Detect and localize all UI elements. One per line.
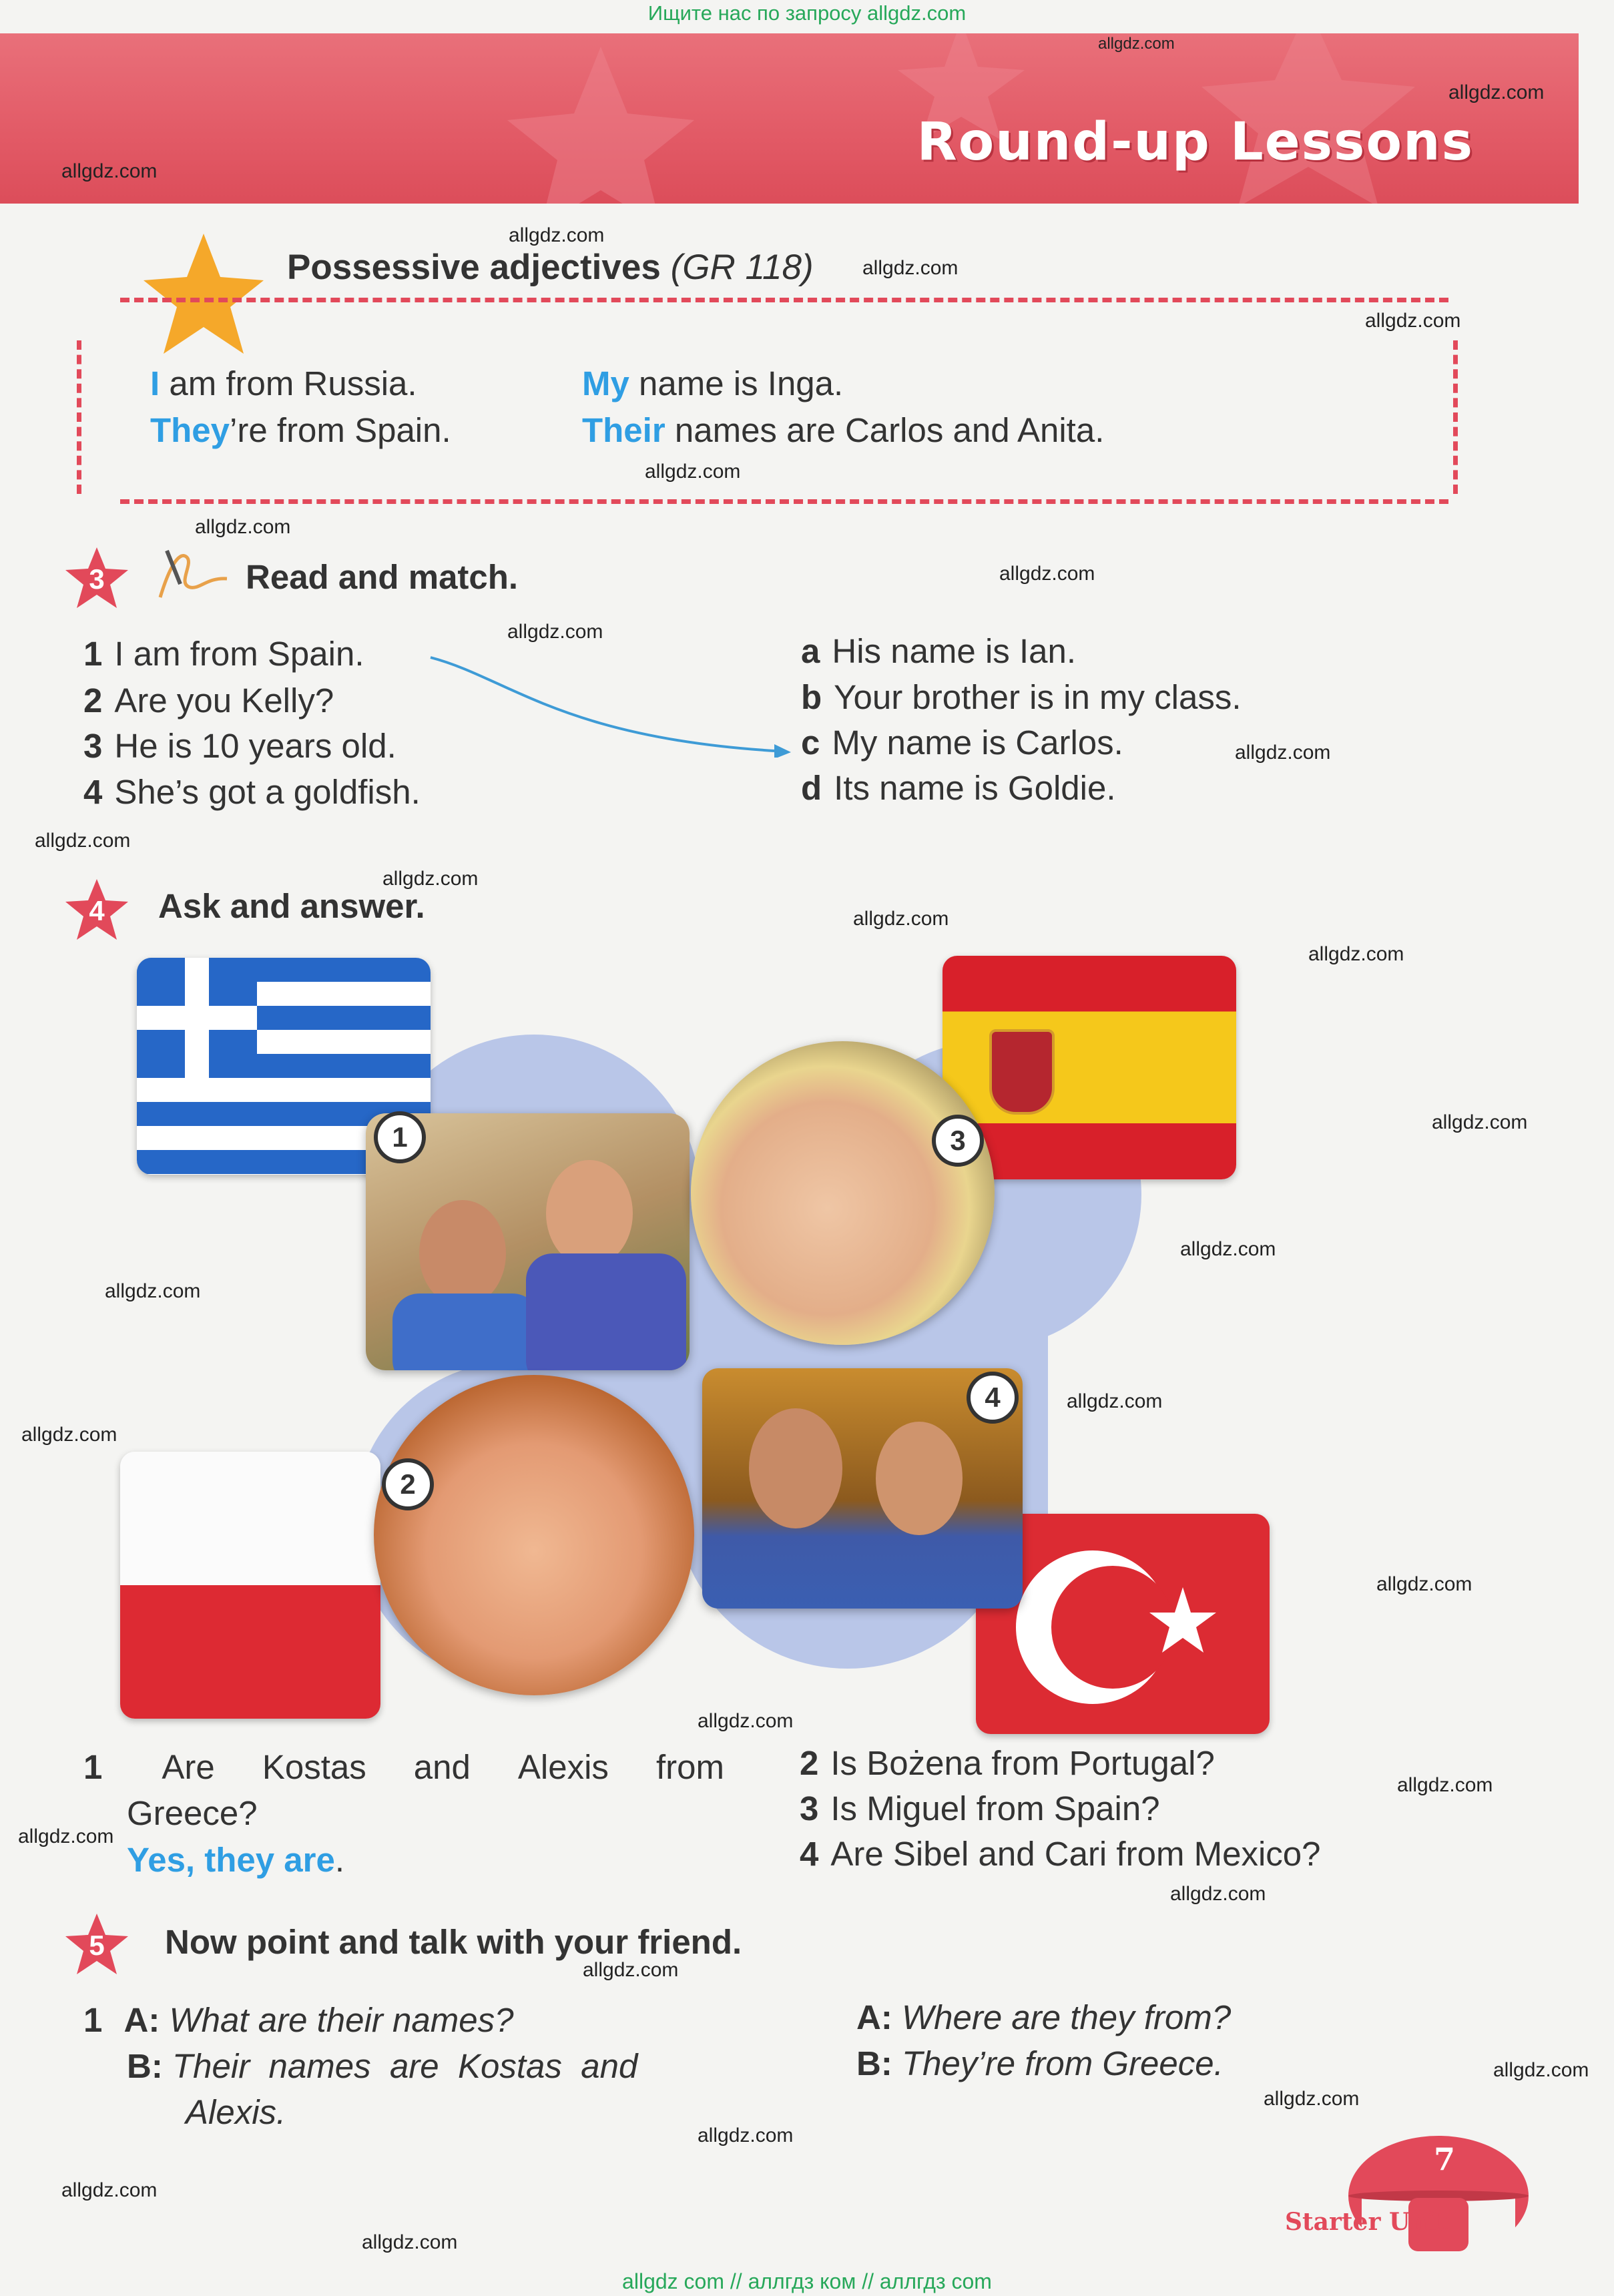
photo-girl <box>374 1375 694 1695</box>
exercise-5-title: Now point and talk with your friend. <box>165 1923 742 1961</box>
dialogue-line: A: Where are they from? <box>856 1998 1232 2036</box>
question-item: 4 Are Sibel and Cari from Mexico? <box>800 1835 1321 1873</box>
grammar-reference: (GR 118) <box>670 248 814 287</box>
watermark: allgdz.com <box>18 1825 114 1847</box>
watermark: allgdz.com <box>1170 1883 1266 1905</box>
page-number: 7 <box>1434 2141 1456 2177</box>
watermark: allgdz.com <box>382 868 479 890</box>
exercise-number-badge: 3 <box>65 546 129 610</box>
question-item: 3 Is Miguel from Spain? <box>800 1789 1160 1827</box>
watermark: allgdz.com <box>1432 1111 1528 1133</box>
watermark: allgdz.com <box>1365 310 1461 332</box>
question-1-line-1: 1 Are Kostas and Alexis from <box>83 1748 724 1786</box>
grammar-box-top-border <box>120 298 1448 302</box>
watermark: allgdz.com <box>583 1959 679 1981</box>
dialogue-line: Alexis. <box>186 2093 286 2131</box>
mushroom-page-icon <box>1275 2132 1529 2256</box>
grammar-example: They’re from Spain. <box>150 411 451 449</box>
footer-links[interactable]: allgdz com // аллгдз ком // аллгдз com <box>622 2269 992 2293</box>
watermark: allgdz.com <box>35 830 131 852</box>
match-right-item: b Your brother is in my class. <box>801 678 1242 716</box>
top-search-link[interactable]: Ищите нас по запросу allgdz.com <box>647 1 967 25</box>
dialogue-line: B: Their names are Kostas and <box>127 2047 638 2085</box>
match-right-item: a His name is Ian. <box>801 632 1077 670</box>
watermark: allgdz.com <box>1397 1774 1493 1796</box>
photo-blond-boy <box>691 1041 995 1345</box>
watermark: allgdz.com <box>1308 943 1404 965</box>
watermark: allgdz.com <box>61 2179 158 2201</box>
grammar-example: I am from Russia. <box>150 364 417 402</box>
watermark: allgdz.com <box>105 1280 201 1302</box>
question-1-answer: Yes, they are. <box>127 1841 345 1879</box>
match-arrow <box>427 651 801 758</box>
photo-number-badge: 1 <box>374 1111 426 1163</box>
coat-of-arms-icon <box>989 1029 1055 1115</box>
grammar-example: Their names are Carlos and Anita. <box>582 411 1105 449</box>
grammar-example: My name is Inga. <box>582 364 844 402</box>
watermark: allgdz.com <box>509 224 605 246</box>
photo-number-badge: 2 <box>382 1458 434 1510</box>
question-1-line-2: Greece? <box>127 1794 258 1832</box>
watermark: allgdz.com <box>1493 2059 1589 2081</box>
dialogue-line: B: They’re from Greece. <box>856 2044 1224 2082</box>
photo-number-badge: 3 <box>932 1115 984 1167</box>
page-header-title: Round-up Lessons <box>916 112 1474 172</box>
watermark: allgdz.com <box>1235 742 1331 764</box>
match-left-item: 4 She’s got a goldfish. <box>83 773 421 811</box>
watermark: allgdz.com <box>862 257 959 279</box>
match-left-item: 2 Are you Kelly? <box>83 681 334 720</box>
watermark: allgdz.com <box>1448 81 1545 103</box>
exercise-4-title: Ask and answer. <box>158 887 425 925</box>
watermark: allgdz.com <box>507 621 603 643</box>
watermark: allgdz.com <box>195 516 291 538</box>
watermark: allgdz.com <box>1180 1238 1276 1260</box>
match-right-item: c My name is Carlos. <box>801 724 1123 762</box>
grammar-box-bottom-border <box>120 499 1448 504</box>
watermark: allgdz.com <box>999 563 1095 585</box>
dialogue-line: 1 A: What are their names? <box>83 2001 514 2039</box>
exercise-number-badge: 4 <box>65 878 129 942</box>
match-left-item: 1 I am from Spain. <box>83 635 364 673</box>
unit-label: Starter Unit <box>1285 2208 1448 2236</box>
match-right-item: d Its name is Goldie. <box>801 769 1116 807</box>
watermark: allgdz.com <box>853 908 949 930</box>
watermark: allgdz.com <box>698 2124 794 2146</box>
poland-flag <box>120 1452 380 1719</box>
pencil-writing-icon <box>154 537 234 604</box>
watermark: allgdz.com <box>1376 1573 1472 1595</box>
watermark: allgdz.com <box>645 461 741 483</box>
exercise-3-title: Read and match. <box>246 558 519 596</box>
watermark: allgdz.com <box>1264 2088 1360 2110</box>
grammar-box-title: Possessive adjectives (GR 118) <box>287 248 814 287</box>
watermark: allgdz.com <box>1067 1390 1163 1412</box>
question-item: 2 Is Bożena from Portugal? <box>800 1744 1215 1782</box>
match-left-item: 3 He is 10 years old. <box>83 727 396 765</box>
photo-number-badge: 4 <box>967 1372 1019 1424</box>
watermark: allgdz.com <box>21 1424 117 1446</box>
exercise-number-badge: 5 <box>65 1912 129 1976</box>
watermark: allgdz.com <box>1098 35 1175 53</box>
watermark: allgdz.com <box>698 1710 794 1732</box>
watermark: allgdz.com <box>61 160 158 182</box>
watermark: allgdz.com <box>362 2231 458 2253</box>
